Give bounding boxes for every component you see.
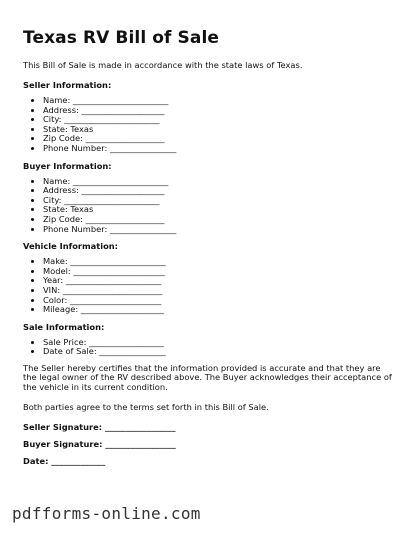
sale-heading: Sale Information: [23,321,105,332]
seller-signature-line: Seller Signature: _________________ [23,422,176,433]
buyer-heading: Buyer Information: [23,160,112,171]
date-line: Date: _____________ [23,456,106,467]
buyer-phone-field: • Phone Number: ________________ [43,225,395,235]
certification-text: The Seller hereby certifies that the information provided is accurate and that they are the legal owner of the RV described above. The Buyer acknowledges their acceptance of the vehicle in its current condition. [23,362,392,393]
vehicle-mileage-field: • Mileage: ____________________ [43,305,395,315]
vehicle-model-field: • Model: ______________________ [43,267,395,277]
seller-address-field: • Address: ____________________ [43,106,395,116]
vehicle-color-field: • Color: ______________________ [43,296,395,306]
buyer-signature-line: Buyer Signature: _________________ [23,439,176,450]
vehicle-heading: Vehicle Information: [23,241,118,252]
seller-city-field: • City: _______________________ [43,115,395,125]
buyer-address-field: • Address: ____________________ [43,186,395,196]
sale-list [23,338,395,357]
seller-phone-field: • Phone Number: ________________ [43,144,395,154]
buyer-city-field: • City: _______________________ [43,196,395,206]
buyer-name-field: • Name: _______________________ [43,177,395,187]
agreement-text: Both parties agree to the terms set forth in this Bill of Sale. [23,401,269,412]
seller-list [23,96,395,154]
vehicle-make-field: • Make: _______________________ [43,257,395,267]
document-page [23,28,395,473]
buyer-state-field: • State: Texas [43,205,395,215]
seller-zip-field: • Zip Code: ___________________ [43,134,395,144]
site-watermark: pdfforms-online.com [12,504,201,523]
seller-heading: Seller Information: [23,80,112,90]
sale-date-field: • Date of Sale: ________________ [43,347,395,357]
seller-name-field: • Name: _______________________ [43,96,395,106]
page-title: Texas RV Bill of Sale [23,28,220,48]
intro-text: This Bill of Sale is made in accordance with the state laws of Texas. [23,60,303,70]
buyer-list [23,177,395,235]
vehicle-vin-field: • VIN: ________________________ [43,286,395,296]
sale-price-field: • Sale Price: __________________ [43,338,395,348]
seller-state-field: • State: Texas [43,125,395,135]
vehicle-list [23,257,395,315]
vehicle-year-field: • Year: _______________________ [43,276,395,286]
buyer-zip-field: • Zip Code: ___________________ [43,215,395,225]
